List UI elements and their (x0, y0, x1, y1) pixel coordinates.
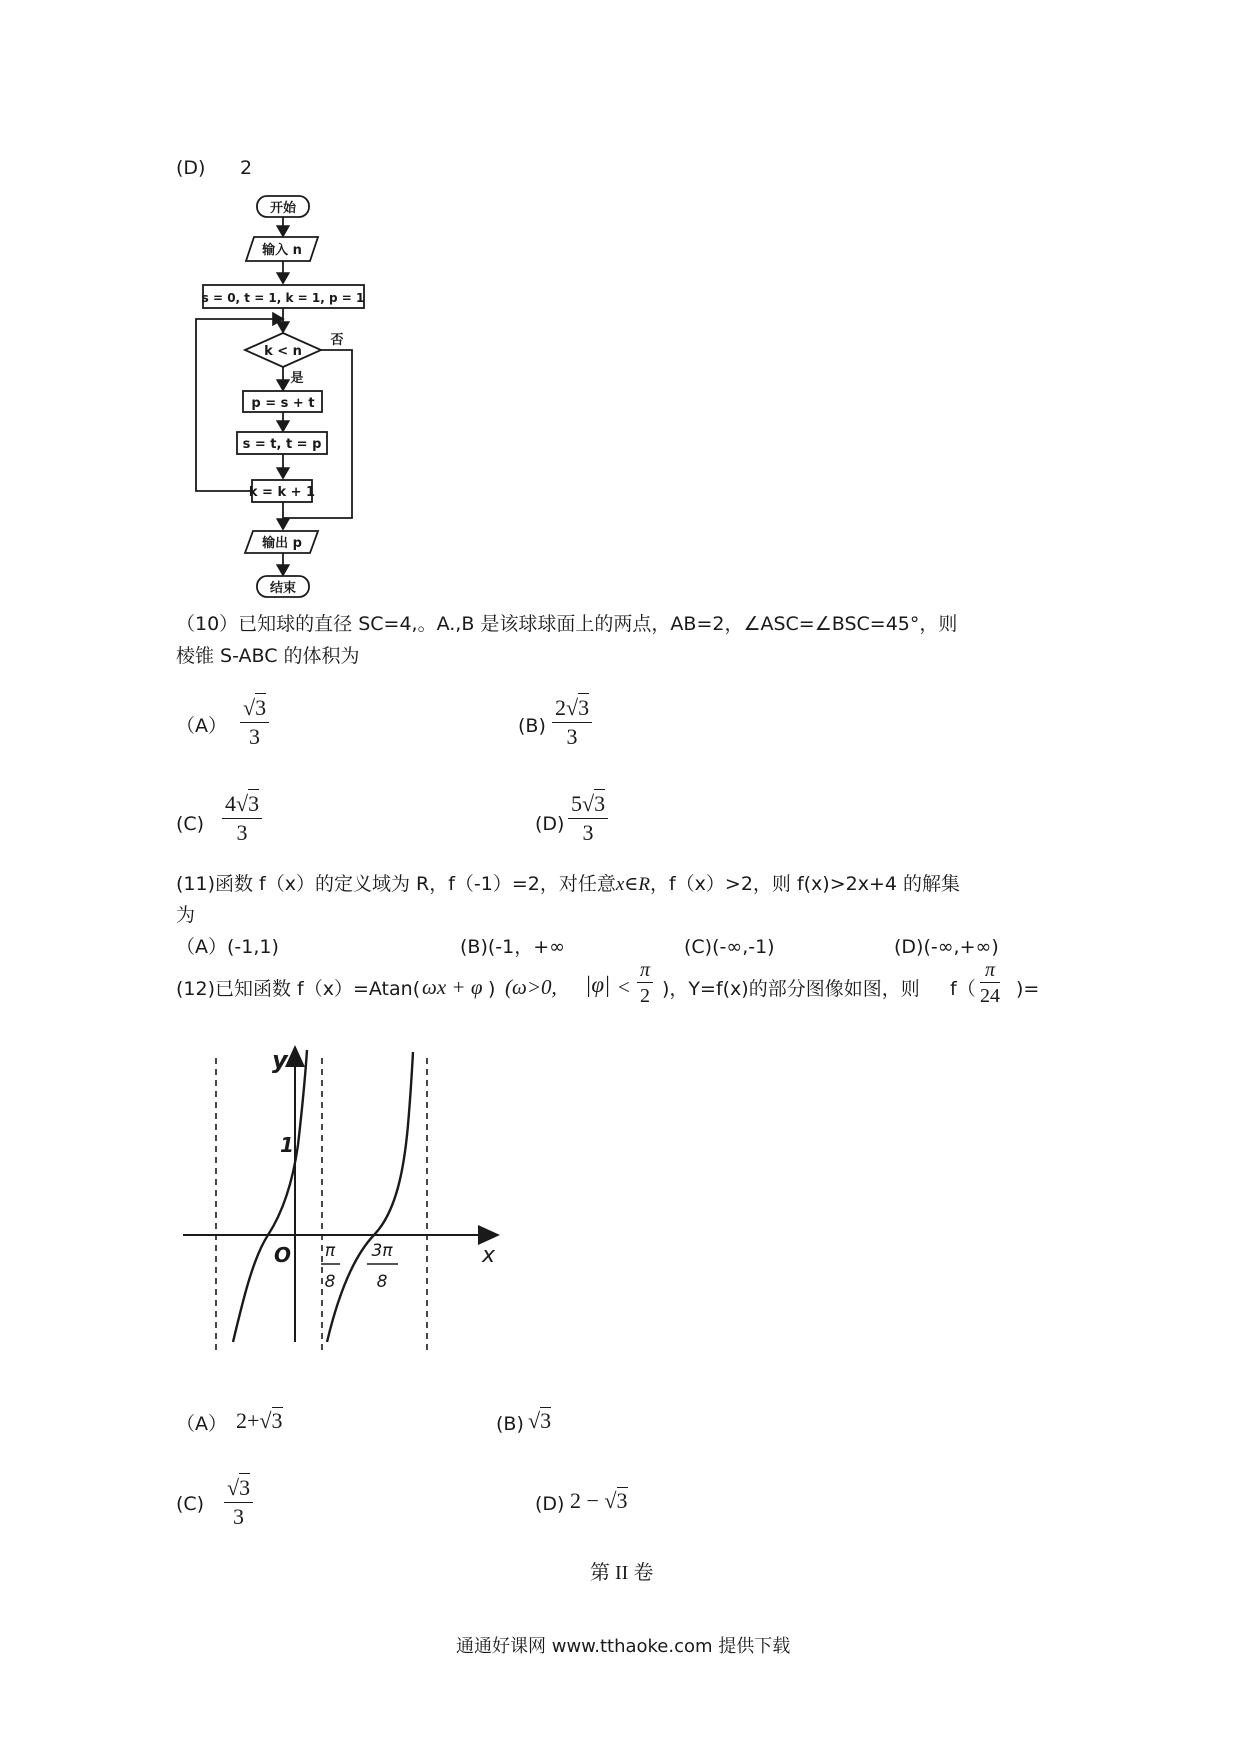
q11-stem-line2: 为 (176, 904, 196, 926)
q11-stem-line1 (176, 872, 960, 897)
q12-option-d-value: 2 − √3 (570, 1488, 628, 1513)
q12-option-b-value: √3 (528, 1408, 552, 1433)
q11-stem-part1: (11)函数 f（x）的定义域为 R，f（-1）=2，对任意 (176, 873, 616, 895)
flowchart-condition-text: k < n (264, 344, 302, 359)
q10-option-c-denominator: 3 (236, 820, 248, 845)
q12-stem-fcall: f（ (950, 978, 976, 1000)
flowchart-step2-text: s = t, t = p (242, 437, 322, 452)
graph-x-label: x (482, 1243, 496, 1268)
flowchart-no-text: 否 (330, 333, 344, 348)
q10-option-a-label: （A） (176, 715, 227, 737)
q10-option-d-radicand: 3 (594, 791, 606, 816)
flowchart (180, 190, 380, 600)
q11-stem-var: x∈R (615, 874, 650, 895)
q12-stem-part2: ) (488, 978, 496, 1000)
q10-option-b-label: (B) (518, 715, 546, 737)
q10-option-b-fraction: $\frac{2√3}{3}$ (552, 694, 592, 751)
section-heading: 第 II 卷 (590, 1562, 654, 1584)
flowchart-init-text: s = 0, t = 1, k = 1, p = 1 (201, 291, 365, 305)
q12-option-d-label: (D) (535, 1493, 565, 1515)
graph-pi-label: π (324, 1241, 336, 1261)
q12-stem-pi-over-24 (980, 958, 1000, 1009)
q10-stem-line1: （10）已知球的直径 SC=4,。A.,B 是该球球面上的两点，AB=2，∠ASC=∠BSC=45°，则 (176, 613, 958, 635)
graph-3pi-label: 3π (371, 1241, 393, 1261)
q12-option-c-label: (C) (176, 1493, 205, 1515)
q12-tangent-graph (180, 1040, 510, 1360)
tangent-branch-2 (324, 1052, 413, 1342)
q12-option-d-radicand: 3 (616, 1488, 628, 1513)
graph-eight1-label: 8 (324, 1272, 336, 1292)
q10-option-c-radicand: 3 (248, 791, 260, 816)
q10-option-d-coef: 5 (571, 791, 582, 816)
q12-option-c-denominator: 3 (233, 1504, 245, 1529)
q12-option-c-radicand: 3 (239, 1475, 251, 1500)
q12-option-d-prefix: 2 − (570, 1488, 599, 1513)
flowchart-output-text: 输出 p (262, 536, 302, 551)
q10-option-d-fraction: $\frac{5√3}{3}$ (568, 790, 608, 847)
q12-option-b-radicand: 3 (540, 1408, 552, 1433)
q12-stem-two: 2 (640, 985, 651, 1007)
q12-stem-pi-over-2 (637, 958, 653, 1009)
q10-option-b-denominator: 3 (566, 724, 578, 749)
q12-stem-pi2: π (980, 958, 1000, 983)
q10-option-c-fraction: $\frac{4√3}{3}$ (222, 790, 262, 847)
q10-option-a-fraction: $\frac{√3}{3}$ (240, 694, 269, 751)
q12-option-a-value: 2+√3 (236, 1408, 283, 1433)
q10-option-b-coef: 2 (555, 695, 566, 720)
q12-option-b-label: (B) (496, 1413, 524, 1435)
flowchart-end-text: 结束 (269, 581, 297, 596)
q12-stem-part1: (12)已知函数 f（x）=Atan( (176, 978, 421, 1000)
flowchart-step3-text: k = k + 1 (248, 485, 316, 500)
q11-option-a: （A）(-1,1) (176, 936, 279, 958)
q12-stem-cond: (ω>0, (505, 975, 557, 999)
q10-option-a-denominator: 3 (249, 724, 261, 749)
graph-eight2-label: 8 (376, 1272, 388, 1292)
q12-stem-arg: ωx + φ (422, 975, 483, 999)
q12-option-a-radicand: 3 (271, 1408, 283, 1433)
flowchart-start-text: 开始 (269, 201, 297, 216)
q10-option-c-coef: 4 (225, 791, 236, 816)
q9-option-d-value: 2 (240, 157, 253, 179)
q11-stem-part2: ，f（x）>2，则 f(x)>2x+4 的解集 (649, 873, 961, 895)
q12-stem-pi: π (637, 958, 653, 983)
q12-stem-abs-phi: |φ| (585, 972, 611, 997)
flowchart-step1-text: p = s + t (251, 396, 315, 411)
q12-option-c-fraction: $\frac{√3}{3}$ (224, 1474, 253, 1531)
q10-option-b-radicand: 3 (578, 695, 590, 720)
q10-option-c-label: (C) (176, 813, 205, 835)
q10-option-d-denominator: 3 (582, 820, 594, 845)
q9-option-d-label: (D) (176, 157, 206, 179)
q12-stem-lt: < (618, 975, 630, 999)
q10-option-d-label: (D) (535, 813, 565, 835)
flowchart-input-text: 输入 n (262, 243, 302, 258)
q12-option-a-prefix: 2+ (236, 1408, 260, 1433)
flowchart-yes-text: 是 (290, 371, 304, 386)
q11-option-c: (C)(-∞,-1) (684, 936, 775, 958)
graph-y-label: y (272, 1046, 288, 1074)
q11-option-b: (B)(-1，+∞ (460, 936, 565, 958)
q10-stem-line2: 棱锥 S-ABC 的体积为 (176, 645, 360, 667)
graph-origin-label: O (274, 1243, 292, 1267)
q12-stem-den24: 24 (980, 985, 1000, 1007)
graph-one-label: 1 (280, 1133, 294, 1157)
q11-option-d: (D)(-∞,+∞) (894, 936, 999, 958)
q12-stem-part4: )= (1016, 978, 1040, 1000)
q12-option-a-label: （A） (176, 1413, 227, 1435)
page-footer: 通通好课网 www.tthaoke.com 提供下载 (456, 1636, 791, 1657)
q12-stem-part3: )，Y=f(x)的部分图像如图，则 (662, 978, 920, 1000)
q10-option-a-radicand: 3 (255, 695, 267, 720)
